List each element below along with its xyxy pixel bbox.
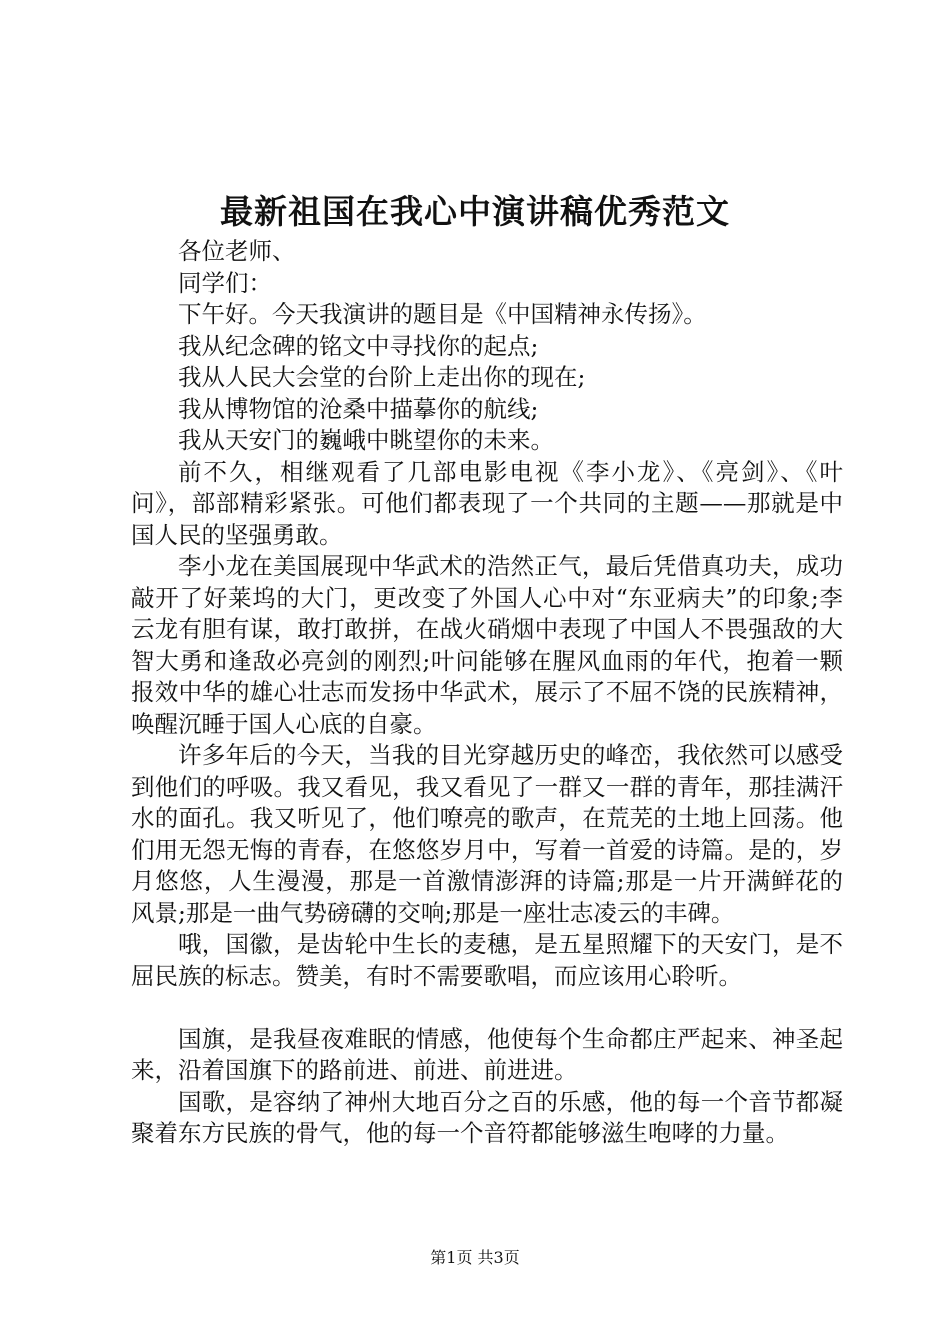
paragraph: 国歌，是容纳了神州大地百分之百的乐感，他的每一个音节都凝聚着东方民族的骨气，他的每一个音符都能够滋生咆哮的力量。 [131, 1087, 843, 1147]
paragraph: 我从天安门的巍峨中眺望你的未来。 [178, 426, 554, 454]
paragraph: 我从纪念碑的铭文中寻找你的起点; [178, 331, 539, 360]
paragraph: 哦，国徽，是齿轮中生长的麦穗，是五星照耀下的天安门，是不屈民族的标志。赞美，有时不需要歌唱，而应该用心聆听。 [131, 930, 843, 990]
document-body [131, 236, 843, 1150]
paragraph: 国旗，是我昼夜难眠的情感，他使每个生命都庄严起来、神圣起来，沿着国旗下的路前进、前进、前进进。 [131, 1024, 843, 1084]
document-title: 最新祖国在我心中演讲稿优秀范文 [220, 192, 730, 231]
paragraph: 各位老师、 [178, 237, 296, 265]
paragraph: 我从人民大会堂的台阶上走出你的现在; [178, 363, 586, 391]
paragraph: 李小龙在美国展现中华武术的浩然正气，最后凭借真功夫，成功敲开了好莱坞的大门，更改变了外国人心中对“东亚病夫”的印象;李云龙有胆有谋，敢打敢拼，在战火硝烟中表现了中国人不畏强敌的大智大勇和逢敌必亮剑的刚烈;叶问能够在腥风血雨的年代，抱着一颗报效中华的雄心壮志而发扬中华武术，展示了不屈不饶的民族精神，唤醒沉睡于国人心底的自豪。 [131, 552, 843, 738]
paragraph: 下午好。今天我演讲的题目是《中国精神永传扬》。 [178, 300, 707, 328]
page-footer: 第1页 共3页 [430, 1248, 520, 1267]
paragraph: 前不久，相继观看了几部电影电视《李小龙》、《亮剑》、《叶问》，部部精彩紧张。可他们都表现了一个共同的主题——那就是中国人民的坚强勇敢。 [131, 457, 843, 549]
paragraph: 许多年后的今天，当我的目光穿越历史的峰峦，我依然可以感受到他们的呼吸。我又看见，我又看见了一群又一群的青年，那挂满汗水的面孔。我又听见了，他们嘹亮的歌声，在荒芜的土地上回荡。他们用无怨无悔的青春，在悠悠岁月中，写着一首爱的诗篇。是的，岁月悠悠，人生漫漫，那是一首激情澎湃的诗篇;那是一片开满鲜花的风景;那是一曲气势磅礴的交响;那是一座壮志凌云的丰碑。 [131, 741, 843, 927]
paragraph: 同学们： [178, 268, 272, 297]
paragraph: 我从博物馆的沧桑中描摹你的航线; [178, 394, 539, 423]
